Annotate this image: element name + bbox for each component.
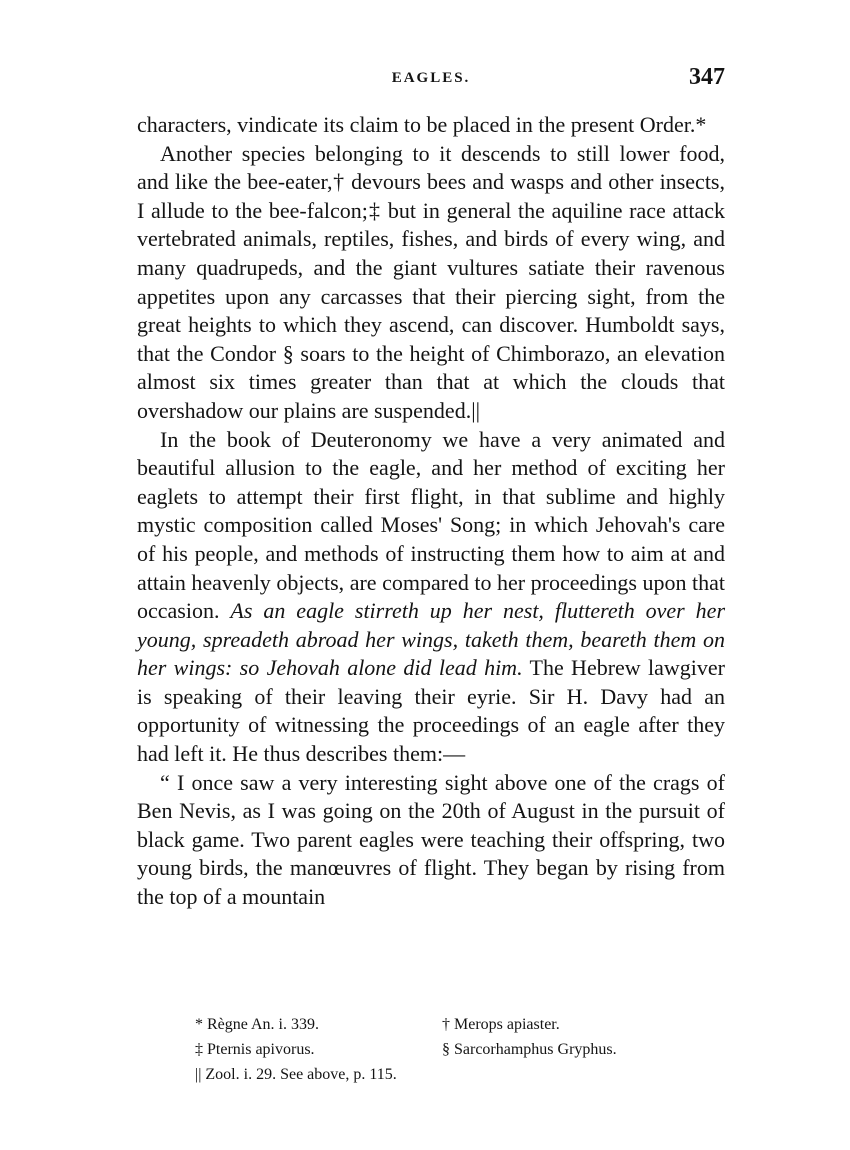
footnote-row [195, 1062, 695, 1087]
scripture-quotation: As an eagle stirreth up her nest, fluttereth over her young, spreadeth abroad her wings, taketh them, beareth them on her wings: so Jehovah alone did lead him. [137, 598, 726, 681]
body-text [137, 111, 725, 912]
page-number: 347 [689, 64, 725, 90]
footnote-asterisk: * Règne An. i. 339. [195, 1016, 319, 1033]
footnote-parallel: || Zool. i. 29. See above, p. 115. [195, 1066, 397, 1083]
footnote-row [195, 1012, 695, 1037]
footnote-row [195, 1037, 695, 1062]
paragraph-2: Another species belonging to it descends to still lower food, and like the bee-eater,† devours bees and wasps and other insects, I allude to the bee-falcon;‡ but in general the aquiline race attack vertebrated animals, reptiles, fishes, and birds of every wing, and many quadrupeds, and the giant vultures satiate their ravenous appetites upon any carcasses that their piercing sight, from the great heights to which they ascend, can discover. Humboldt says, that the Condor § soars to the height of Chimborazo, an elevation almost six times greater than that at which the clouds that overshadow our plains are suspended.|| [137, 140, 725, 423]
paragraph-4: “ I once saw a very interesting sight above one of the crags of Ben Nevis, as I was going on the 20th of August in the pursuit of black game. Two parent eagles were teaching their offspring, two young birds, the manœuvres of flight. They began by rising from the top of a mountain [137, 769, 725, 910]
footnote-double-dagger: ‡ Pternis apivorus. [195, 1041, 315, 1058]
paragraph-3 [137, 426, 725, 769]
paragraph-3-text-b: The Hebrew lawgiver is speaking of their leaving their eyrie. Sir H. Davy had an opportunity of witnessing the proceedings of an eagle after they had left it. He thus describes them:— [137, 655, 725, 767]
paragraph-1: characters, vindicate its claim to be placed in the present Order.* [137, 112, 707, 137]
footnote-dagger: † Merops apiaster. [442, 1016, 560, 1033]
running-header [137, 64, 725, 94]
footnote-section: § Sarcorhamphus Gryphus. [442, 1041, 617, 1058]
paragraph-3-text-a: In the book of Deuteronomy we have a very animated and beautiful allusion to the eagle, and her method of exciting her eaglets to attempt their first flight, in that sublime and highly mystic composition called Moses' Song; in which Jehovah's care of his people, and methods of instructing them how to aim at and attain heavenly objects, are compared to her proceedings upon that occasion. [137, 426, 725, 624]
running-title: EAGLES. [391, 70, 471, 86]
footnotes [195, 1012, 695, 1087]
